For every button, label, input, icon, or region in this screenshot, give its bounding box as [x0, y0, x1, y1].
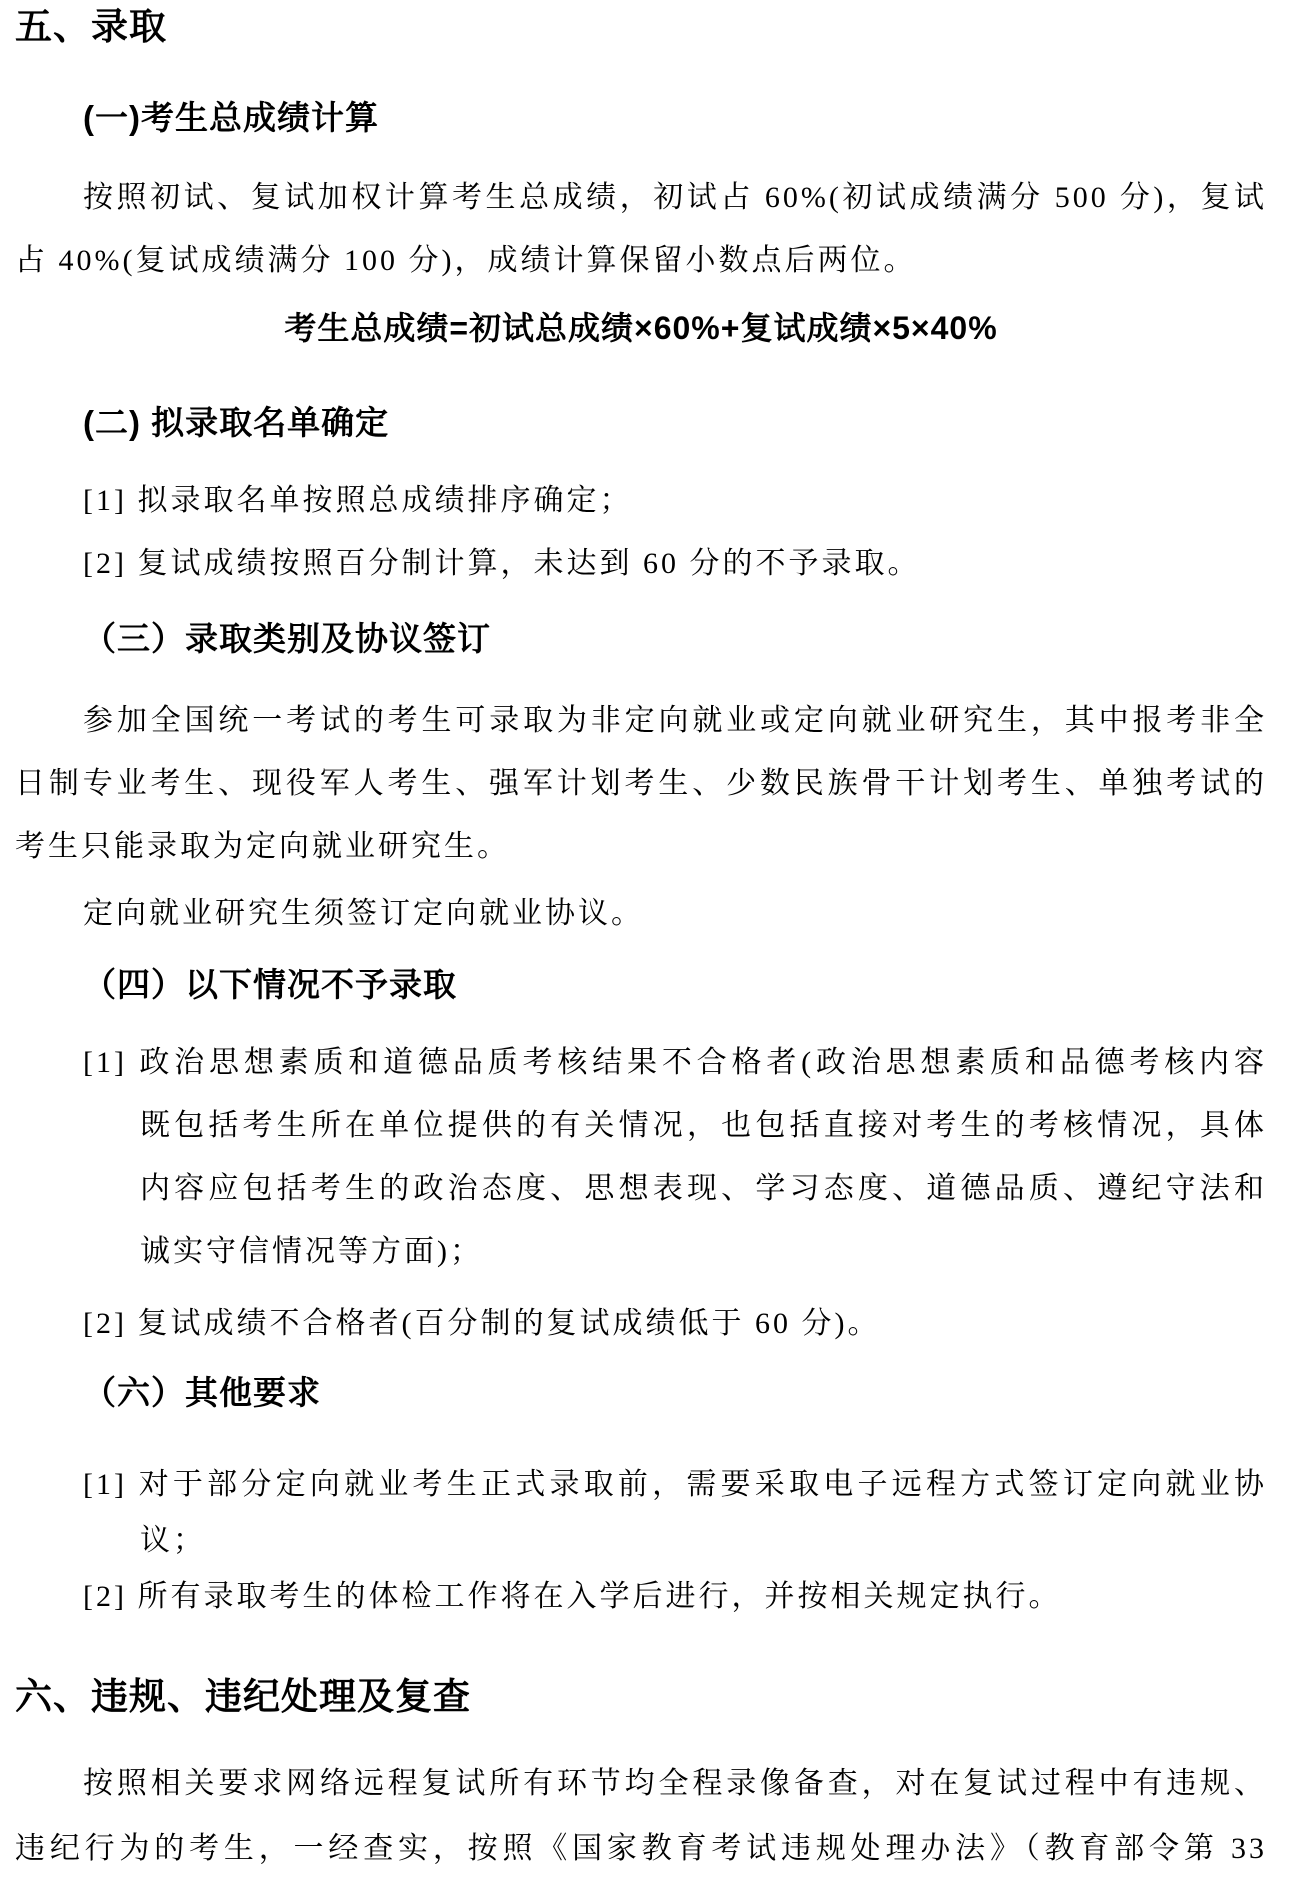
body-line: [1] 对于部分定向就业考生正式录取前，需要采取电子远程方式签订定向就业协: [83, 1468, 1267, 1501]
body-line: [2] 所有录取考生的体检工作将在入学后进行，并按相关规定执行。: [83, 1580, 1062, 1613]
body-line: 违纪行为的考生，一经查实，按照《国家教育考试违规处理办法》（教育部令第 33: [15, 1832, 1267, 1865]
body-line: [2] 复试成绩按照百分制计算，未达到 60 分的不予录取。: [83, 547, 921, 580]
section-heading: 五、录取: [15, 6, 167, 47]
subsection-heading: （四）以下情况不予录取: [83, 966, 457, 1003]
subsection-heading: （六）其他要求: [83, 1374, 321, 1411]
body-line: 考生只能录取为定向就业研究生。: [15, 830, 510, 863]
body-line: 占 40%(复试成绩满分 100 分)，成绩计算保留小数点后两位。: [15, 244, 917, 277]
subsection-heading: (一)考生总成绩计算: [83, 99, 379, 136]
body-line: 参加全国统一考试的考生可录取为非定向就业或定向就业研究生，其中报考非全: [83, 704, 1267, 737]
subsection-heading: (二) 拟录取名单确定: [83, 404, 390, 441]
body-line: 日制专业考生、现役军人考生、强军计划考生、少数民族骨干计划考生、单独考试的: [15, 767, 1267, 800]
body-line: 按照相关要求网络远程复试所有环节均全程录像备查，对在复试过程中有违规、: [83, 1767, 1267, 1800]
body-line: 既包括考生所在单位提供的有关情况，也包括直接对考生的考核情况，具体: [140, 1109, 1267, 1142]
body-line: 内容应包括考生的政治态度、思想表现、学习态度、道德品质、遵纪守法和: [140, 1172, 1267, 1205]
subsection-heading: （三）录取类别及协议签订: [83, 620, 491, 657]
body-line: 定向就业研究生须签订定向就业协议。: [83, 897, 644, 930]
body-line: 诚实守信情况等方面)；: [140, 1235, 483, 1268]
total-score-formula: 考生总成绩=初试总成绩×60%+复试成绩×5×40%: [284, 310, 998, 346]
body-line: [1] 拟录取名单按照总成绩排序确定；: [83, 484, 633, 517]
body-line: 按照初试、复试加权计算考生总成绩，初试占 60%(初试成绩满分 500 分)，复试: [83, 181, 1267, 214]
body-line: [2] 复试成绩不合格者(百分制的复试成绩低于 60 分)。: [83, 1307, 881, 1340]
body-line: [1] 政治思想素质和道德品质考核结果不合格者(政治思想素质和品德考核内容: [83, 1046, 1267, 1079]
section-heading: 六、违规、违纪处理及复查: [15, 1676, 471, 1717]
body-line: 议；: [140, 1524, 206, 1557]
